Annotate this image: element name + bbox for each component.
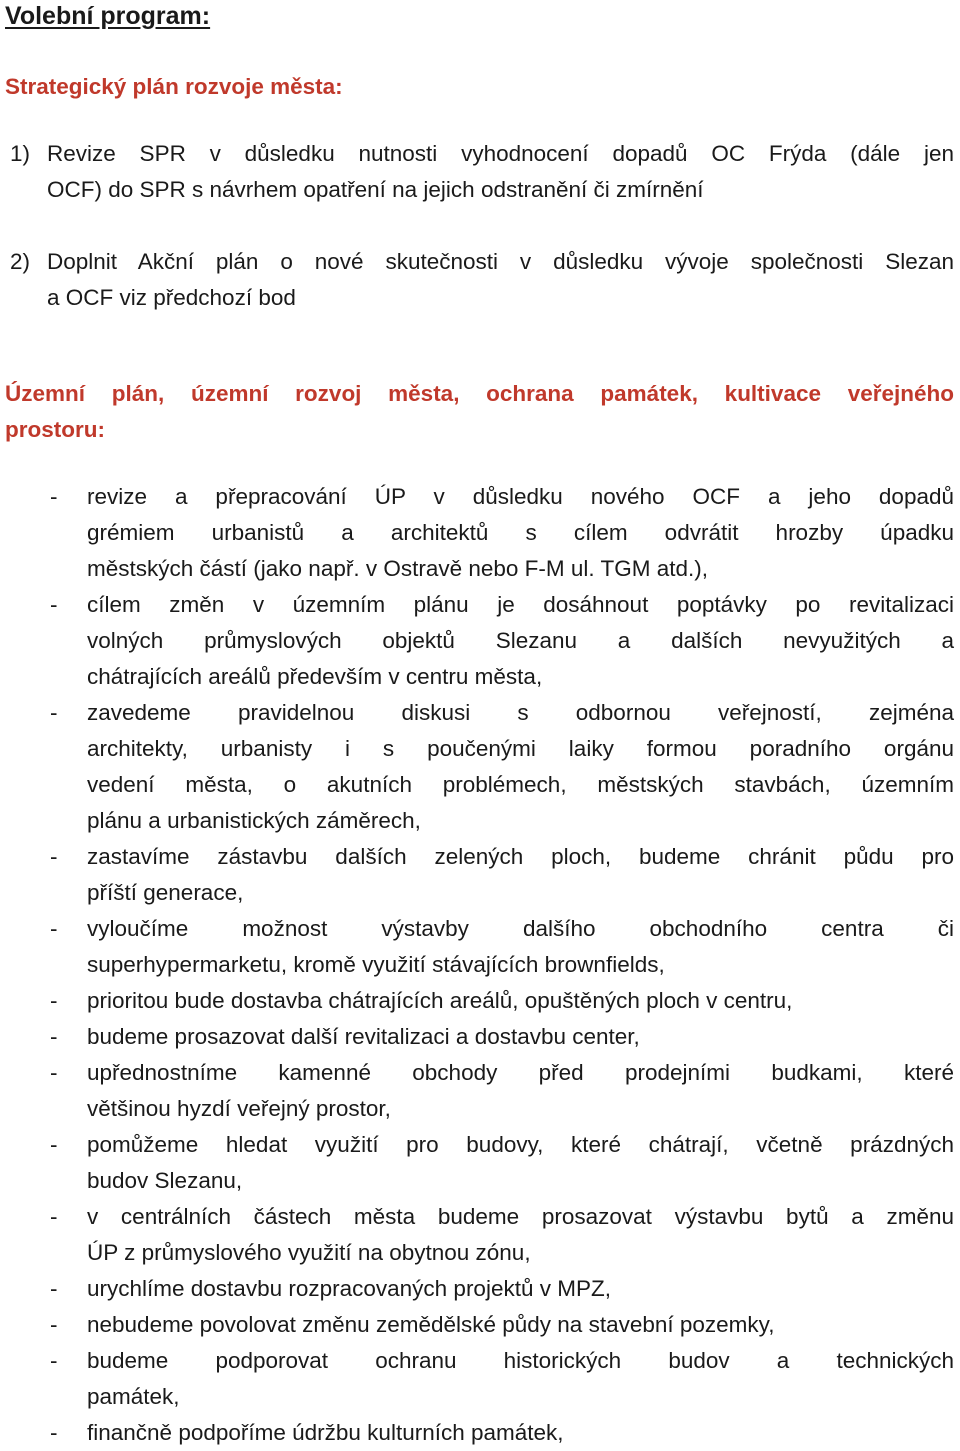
bullet-text-line: grémiem urbanistů a architektů s cílem odvrátit hrozby úpadku	[87, 520, 954, 545]
bullet-text	[87, 479, 954, 587]
item-text-line: Doplnit Akční plán o nové skutečnosti v důsledku vývoje společnosti Slezan	[47, 249, 954, 274]
item-number: 2)	[10, 249, 31, 274]
bullet-text-line: nebudeme povolovat změnu zemědělské půdy na stavební pozemky,	[87, 1312, 775, 1337]
bullet-text-line: volných průmyslových objektů Slezanu a dalších nevyužitých a	[87, 628, 954, 653]
bullet-list	[5, 479, 954, 1451]
bullet-text-line: ÚP z průmyslového využití na obytnou zónu,	[87, 1240, 531, 1265]
bullet-text	[87, 1199, 954, 1271]
bullet-text-line: upřednostníme kamenné obchody před prodejními budkami, které	[87, 1060, 954, 1085]
bullet-item	[5, 911, 954, 983]
bullet-item	[5, 1055, 954, 1127]
bullet-dash: -	[50, 1060, 58, 1085]
bullet-dash: -	[50, 592, 58, 617]
bullet-text-line: prioritou bude dostavba chátrajících areálů, opuštěných ploch v centru,	[87, 988, 793, 1013]
bullet-item	[5, 839, 954, 911]
section-heading-strategic-plan: Strategický plán rozvoje města:	[5, 74, 343, 99]
bullet-text	[87, 1307, 954, 1343]
bullet-item	[5, 695, 954, 839]
bullet-text-line: budeme prosazovat další revitalizaci a dostavbu center,	[87, 1024, 640, 1049]
item-text	[47, 136, 954, 208]
bullet-text-line: urychlíme dostavbu rozpracovaných projektů v MPZ,	[87, 1276, 611, 1301]
page-title: Volební program:	[5, 2, 211, 30]
bullet-text-line: památek,	[87, 1384, 180, 1409]
item-text	[47, 244, 954, 316]
bullet-text-line: vyloučíme možnost výstavby dalšího obchodního centra či	[87, 916, 954, 941]
bullet-text	[87, 839, 954, 911]
bullet-dash: -	[50, 1276, 58, 1301]
section-heading-land-use-plan	[5, 376, 954, 448]
bullet-item	[5, 1271, 954, 1307]
bullet-text-line: většinou hyzdí veřejný prostor,	[87, 1096, 391, 1121]
bullet-item	[5, 479, 954, 587]
bullet-item	[5, 1127, 954, 1199]
bullet-text	[87, 587, 954, 695]
bullet-dash: -	[50, 1312, 58, 1337]
bullet-text	[87, 695, 954, 839]
bullet-text-line: budov Slezanu,	[87, 1168, 243, 1193]
bullet-dash: -	[50, 844, 58, 869]
bullet-text	[87, 1343, 954, 1415]
bullet-text-line: příští generace,	[87, 880, 244, 905]
section-heading-line: Územní plán, územní rozvoj města, ochrana památek, kultivace veřejného	[5, 381, 954, 406]
bullet-text-line: zastavíme zástavbu dalších zelených ploch, budeme chránit půdu pro	[87, 844, 954, 869]
bullet-dash: -	[50, 1132, 58, 1157]
bullet-text-line: pomůžeme hledat využití pro budovy, které chátrají, včetně prázdných	[87, 1132, 954, 1157]
bullet-dash: -	[50, 1024, 58, 1049]
bullet-text-line: vedení města, o akutních problémech, městských stavbách, územním	[87, 772, 954, 797]
bullet-text	[87, 983, 954, 1019]
bullet-text	[87, 911, 954, 983]
bullet-text-line: chátrajících areálů především v centru města,	[87, 664, 543, 689]
item-text-line: Revize SPR v důsledku nutnosti vyhodnocení dopadů OC Frýda (dále jen	[47, 141, 954, 166]
bullet-text	[87, 1415, 954, 1451]
bullet-text-line: zavedeme pravidelnou diskusi s odbornou veřejností, zejména	[87, 700, 954, 725]
bullet-item	[5, 1019, 954, 1055]
bullet-dash: -	[50, 484, 58, 509]
bullet-dash: -	[50, 916, 58, 941]
bullet-text-line: revize a přepracování ÚP v důsledku nového OCF a jeho dopadů	[87, 484, 954, 509]
bullet-dash: -	[50, 1348, 58, 1373]
bullet-text	[87, 1127, 954, 1199]
bullet-text-line: cílem změn v územním plánu je dosáhnout poptávky po revitalizaci	[87, 592, 954, 617]
numbered-item-2	[5, 244, 954, 316]
bullet-dash: -	[50, 700, 58, 725]
bullet-dash: -	[50, 1420, 58, 1445]
bullet-item	[5, 1307, 954, 1343]
bullet-text-line: městských částí (jako např. v Ostravě nebo F-M ul. TGM atd.),	[87, 556, 709, 581]
bullet-text	[87, 1019, 954, 1055]
bullet-item	[5, 1415, 954, 1451]
bullet-text-line: architekty, urbanisty i s poučenými laiky formou poradního orgánu	[87, 736, 954, 761]
item-text-line: OCF) do SPR s návrhem opatření na jejich odstranění či zmírnění	[47, 177, 704, 202]
bullet-text	[87, 1271, 954, 1307]
bullet-text-line: finančně podpoříme údržbu kulturních památek,	[87, 1420, 564, 1445]
bullet-dash: -	[50, 988, 58, 1013]
bullet-text	[87, 1055, 954, 1127]
bullet-dash: -	[50, 1204, 58, 1229]
item-text-line: a OCF viz předchozí bod	[47, 285, 296, 310]
bullet-text-line: v centrálních částech města budeme prosazovat výstavbu bytů a změnu	[87, 1204, 954, 1229]
bullet-item	[5, 983, 954, 1019]
bullet-text-line: budeme podporovat ochranu historických budov a technických	[87, 1348, 954, 1373]
bullet-item	[5, 1199, 954, 1271]
bullet-text-line: plánu a urbanistických záměrech,	[87, 808, 421, 833]
item-number: 1)	[10, 141, 31, 166]
section-heading-line: prostoru:	[5, 417, 105, 442]
bullet-item	[5, 587, 954, 695]
bullet-text-line: superhypermarketu, kromě využití stávajících brownfields,	[87, 952, 665, 977]
numbered-item-1	[5, 136, 954, 208]
bullet-item	[5, 1343, 954, 1415]
